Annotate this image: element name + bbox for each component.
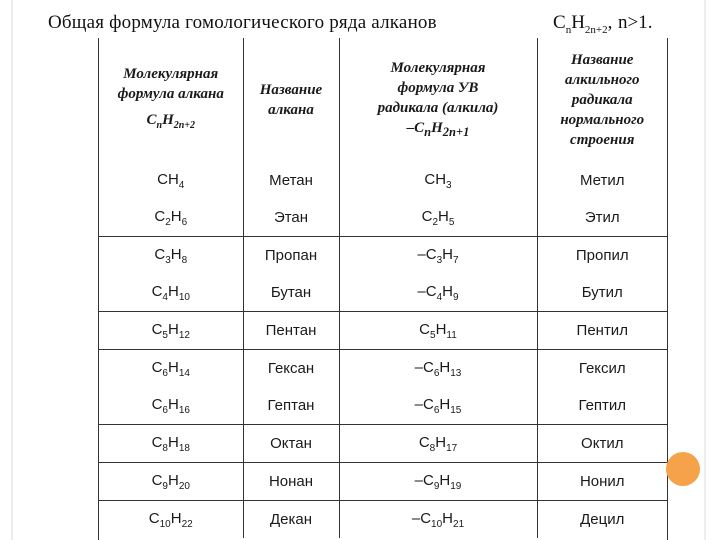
alkane-name-cell: Пропан (243, 237, 339, 275)
table-row (99, 425, 667, 463)
alkane-formula-cell: $C_6H_{14}$ (99, 350, 243, 388)
alkane-name-cell: Бутан (243, 274, 339, 312)
header-alkane-formula: Молекулярная формула алкана $C_nH_{2n+2}$ (117, 66, 224, 131)
alkane-name-cell: Октан (243, 425, 339, 463)
accent-circle (666, 452, 700, 486)
alkane-table (99, 38, 667, 538)
alkane-formula-cell: $C_6H_{16}$ (151, 395, 190, 416)
alkane-name-cell: Нонан (243, 463, 339, 501)
table-row (99, 501, 667, 539)
table-row (99, 387, 667, 425)
alkane-name-cell: Гептан (243, 387, 339, 425)
radical-name-cell: Пропил (537, 237, 667, 275)
table-row (99, 463, 667, 501)
radical-name-cell: Этил (537, 199, 667, 237)
radical-formula-cell: $C_8H_{17}$ (339, 425, 537, 463)
alkane-formula-cell: $C_4H_{10}$ (151, 282, 190, 303)
table-header-row (99, 38, 667, 162)
radical-formula-cell: $-C_{10}H_{21}$ (339, 501, 537, 539)
table-row (99, 274, 667, 312)
alkane-table-container (98, 38, 668, 540)
radical-formula-cell: $C_5H_{11}$ (339, 312, 537, 350)
table-row (99, 237, 667, 275)
radical-name-cell: Гептил (537, 387, 667, 425)
radical-name-cell: Пентил (537, 312, 667, 350)
alkane-name-cell: Гексан (243, 350, 339, 388)
radical-name-cell: Гексил (537, 350, 667, 388)
alkane-name-cell: Метан (243, 162, 339, 199)
alkane-formula-cell: $C_{10}H_{22}$ (99, 501, 243, 539)
alkane-formula-cell: $C_2H_6$ (154, 207, 188, 228)
header-alkane-name: Название алкана (243, 38, 339, 162)
table-row (99, 199, 667, 237)
alkane-formula-cell: $C_8H_{18}$ (99, 425, 243, 463)
radical-formula-cell: $C_2H_5$ (339, 199, 537, 237)
title-text: Общая формула гомологического ряда алканов (48, 12, 437, 33)
table-row (99, 312, 667, 350)
alkane-formula-cell: $CH_4$ (157, 170, 185, 191)
alkane-name-cell: Декан (243, 501, 339, 539)
radical-formula-cell: $-C_9H_{19}$ (339, 463, 537, 501)
slide-frame-left (11, 0, 13, 540)
radical-formula-cell: $CH_3$ (339, 162, 537, 199)
radical-name-cell: Децил (537, 501, 667, 539)
alkane-name-cell: Пентан (243, 312, 339, 350)
radical-formula-cell: $-C_6H_{13}$ (339, 350, 537, 388)
radical-formula-cell: $-C_6H_{15}$ (339, 387, 537, 425)
table-row (99, 162, 667, 199)
alkane-formula-cell: $C_3H_8$ (99, 237, 243, 275)
alkane-name-cell: Этан (243, 199, 339, 237)
alkane-formula-cell: $C_9H_{20}$ (99, 463, 243, 501)
radical-formula-cell: $-C_3H_7$ (339, 237, 537, 275)
slide-title (48, 8, 688, 38)
radical-name-cell: Метил (537, 162, 667, 199)
header-radical-formula: Молекулярная формула УВ радикала (алкила) $-C_nH_{2n+1}$ (339, 38, 537, 162)
slide-frame-right (704, 0, 706, 540)
radical-formula-cell: $-C_4H_9$ (339, 274, 537, 312)
table-row (99, 350, 667, 388)
alkane-formula-cell: $C_5H_{12}$ (99, 312, 243, 350)
radical-name-cell: Октил (537, 425, 667, 463)
radical-name-cell: Нонил (537, 463, 667, 501)
header-radical-name: Название алкильного радикала нормального строения (537, 38, 667, 162)
radical-name-cell: Бутил (537, 274, 667, 312)
title-condition: n>1. (618, 12, 653, 33)
title-general-formula: $C_nH_{2n+2}$, (553, 12, 613, 36)
